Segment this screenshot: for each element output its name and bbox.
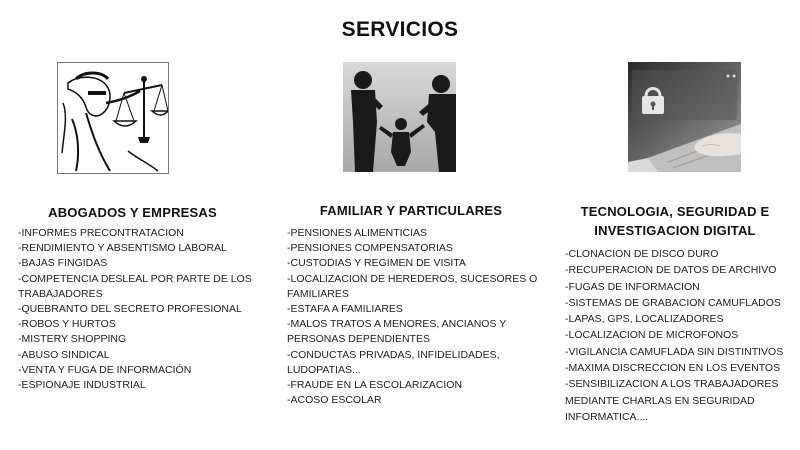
- list-item: -PENSIONES ALIMENTICIAS: [287, 227, 428, 239]
- list-item: -FRAUDE EN LA ESCOLARIZACION: [287, 379, 463, 392]
- list-item: -VIGILANCIA CAMUFLADA SIN DISTINTIVOS: [565, 345, 784, 358]
- column-heading-tecnologia: TECNOLOGIA, SEGURIDAD E INVESTIGACION DIGITAL: [580, 204, 770, 238]
- list-item: -CONDUCTAS PRIVADAS, INFIDELIDADES, LUDOPATIAS...: [287, 348, 500, 376]
- family-silhouette-image: [343, 62, 456, 172]
- list-item: -SISTEMAS DE GRABACION CAMUFLADOS: [565, 296, 781, 309]
- list-item: -SENSIBILIZACION A LOS TRABAJADORES MEDIANTE CHARLAS EN SEGURIDAD INFORMATICA....: [565, 378, 779, 423]
- column-heading-abogados: ABOGADOS Y EMPRESAS: [48, 205, 217, 220]
- page-title: SERVICIOS: [341, 18, 459, 41]
- list-item: -LOCALIZACION DE HEREDEROS, SUCESORES O FAMILIARES: [287, 272, 538, 300]
- list-item: -MAXIMA DISCRECCION EN LOS EVENTOS: [565, 362, 781, 375]
- list-item: -ROBOS Y HURTOS: [18, 318, 116, 331]
- list-item: -RENDIMIENTO Y ABSENTISMO LABORAL: [18, 242, 227, 255]
- list-item: -PENSIONES COMPENSATORIAS: [287, 242, 453, 255]
- list-item: -FUGAS DE INFORMACION: [565, 280, 700, 293]
- laptop-security-image: [628, 62, 741, 172]
- list-item: -CUSTODIAS Y REGIMEN DE VISITA: [287, 257, 466, 270]
- list-item: -ABUSO SINDICAL: [18, 348, 110, 361]
- service-list-abogados: [18, 226, 253, 393]
- service-list-familiar: [287, 226, 539, 408]
- list-item: -ACOSO ESCOLAR: [287, 394, 382, 407]
- justice-scales-image: [57, 62, 169, 174]
- list-item: -ESPIONAJE INDUSTRIAL: [18, 379, 146, 392]
- list-item: -MALOS TRATOS A MENORES, ANCIANOS Y PERSONAS DEPENDIENTES: [287, 318, 507, 346]
- list-item: -ESTAFA A FAMILIARES: [287, 303, 403, 316]
- list-item: -MISTERY SHOPPING: [18, 333, 127, 346]
- list-item: -BAJAS FINGIDAS: [18, 257, 108, 270]
- list-item: -LAPAS, GPS, LOCALIZADORES: [565, 313, 724, 326]
- list-item: -LOCALIZACION DE MICROFONOS: [565, 329, 739, 342]
- column-heading-familiar: FAMILIAR Y PARTICULARES: [319, 203, 503, 218]
- list-item: -COMPETENCIA DESLEAL POR PARTE DE LOS TRABAJADORES: [18, 272, 252, 300]
- service-list-tecnologia: [565, 246, 797, 425]
- list-item: -CLONACION DE DISCO DURO: [565, 248, 719, 260]
- list-item: -RECUPERACION DE DATOS DE ARCHIVO: [565, 264, 777, 277]
- list-item: -INFORMES PRECONTRATACION: [18, 227, 184, 239]
- list-item: -VENTA Y FUGA DE INFORMACIÓN: [18, 363, 192, 376]
- list-item: -QUEBRANTO DEL SECRETO PROFESIONAL: [18, 303, 242, 316]
